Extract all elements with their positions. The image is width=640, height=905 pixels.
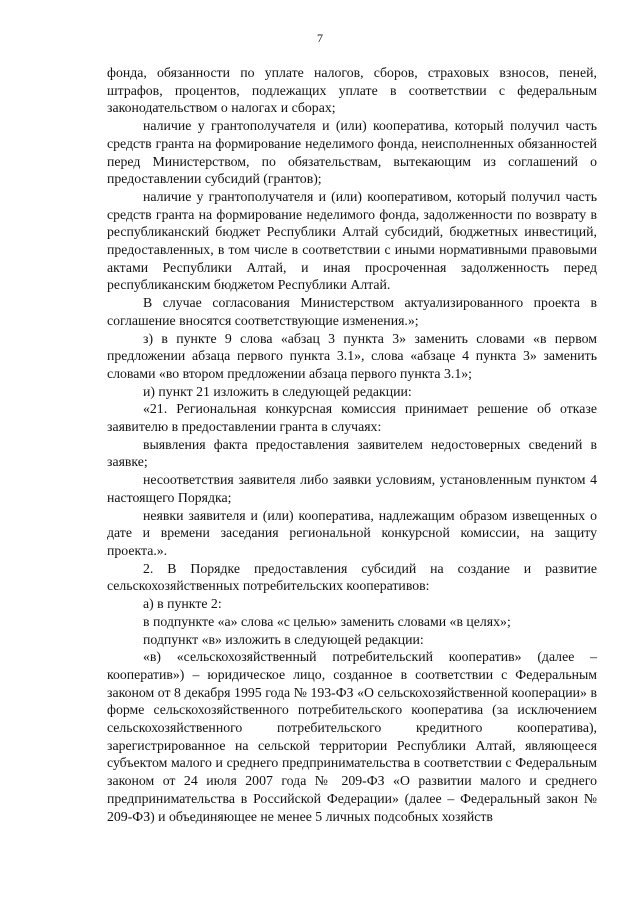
paragraph: наличие у грантополучателя и (или) кооператива, который получил часть средств гранта на формирование неделимого фонда, неисполненных обязанностей перед Министерством, по обязательствам, вытекающим из соглашений о предоставлении субсидий (грантов); <box>107 118 597 187</box>
paragraph: а) в пункте 2: <box>143 596 222 612</box>
paragraph: з) в пункте 9 слова «абзац 3 пункта 3» заменить словами «в первом предложении абзаца первого пункта 3.1», слова «абзаце 4 пункта 3» заменить словами «во втором предложении абзаца первого пункта 3.1»; <box>107 330 597 381</box>
paragraph: в подпункте «а» слова «с целью» заменить словами «в целях»; <box>143 613 511 629</box>
paragraph: неявки заявителя и (или) кооператива, надлежащим образом извещенных о дате и времени заседания региональной конкурсной комиссии, на защиту проекта.». <box>107 507 597 558</box>
document-body <box>107 64 597 825</box>
paragraph: В случае согласования Министерством актуализированного проекта в соглашение вносятся соответствующие изменения.»; <box>107 295 597 328</box>
page-number: 7 <box>317 31 323 45</box>
paragraph: наличие у грантополучателя и (или) кооперативом, который получил часть средств гранта на формирование неделимого фонда, задолженности по возврату в республиканский бюджет Республики Алтай субсидий, бюджетных инвестиций, предоставленных, в том числе в соответствии с иными нормативными правовыми актами Республики Алтай, и иная просроченная задолженность перед республиканским бюджетом Республики Алтай. <box>107 188 597 293</box>
paragraph: 2. В Порядке предоставления субсидий на создание и развитие сельскохозяйственных потребительских кооперативов: <box>107 560 597 594</box>
paragraph-continuation: фонда, обязанности по уплате налогов, сборов, страховых взносов, пеней, штрафов, процентов, подлежащих уплате в соответствии с федеральным законодательством о налогах и сборах; <box>107 65 597 116</box>
paragraph: «в) «сельскохозяйственный потребительский кооператив» (далее – кооператив») – юридическое лицо, созданное в соответствии с Федеральным законом от 8 декабря 1995 года № 193-ФЗ «О сельскохозяйственной кооперации» в форме сельскохозяйственного потребительского кооператива (за исключением сельскохозяйственного потребительского кредитного кооператива), зарегистрированное на сельской территории Республики Алтай, являющееся субъектом малого и среднего предпринимательства в соответствии с Федеральным законом от 24 июля 2007 года № 209-ФЗ «О развитии малого и среднего предпринимательства в Российской Федерации» (далее – Федеральный закон № 209-ФЗ) и объединяющее не менее 5 личных подсобных хозяйств <box>107 649 597 824</box>
paragraph: и) пункт 21 изложить в следующей редакции: <box>143 383 412 399</box>
paragraph: выявления факта предоставления заявителем недостоверных сведений в заявке; <box>107 436 597 470</box>
paragraph: «21. Региональная конкурсная комиссия принимает решение об отказе заявителю в предоставлении гранта в случаях: <box>107 401 597 435</box>
paragraph: подпункт «в» изложить в следующей редакции: <box>143 631 424 647</box>
paragraph: несоответствия заявителя либо заявки условиям, установленным пунктом 4 настоящего Порядка; <box>107 472 597 505</box>
